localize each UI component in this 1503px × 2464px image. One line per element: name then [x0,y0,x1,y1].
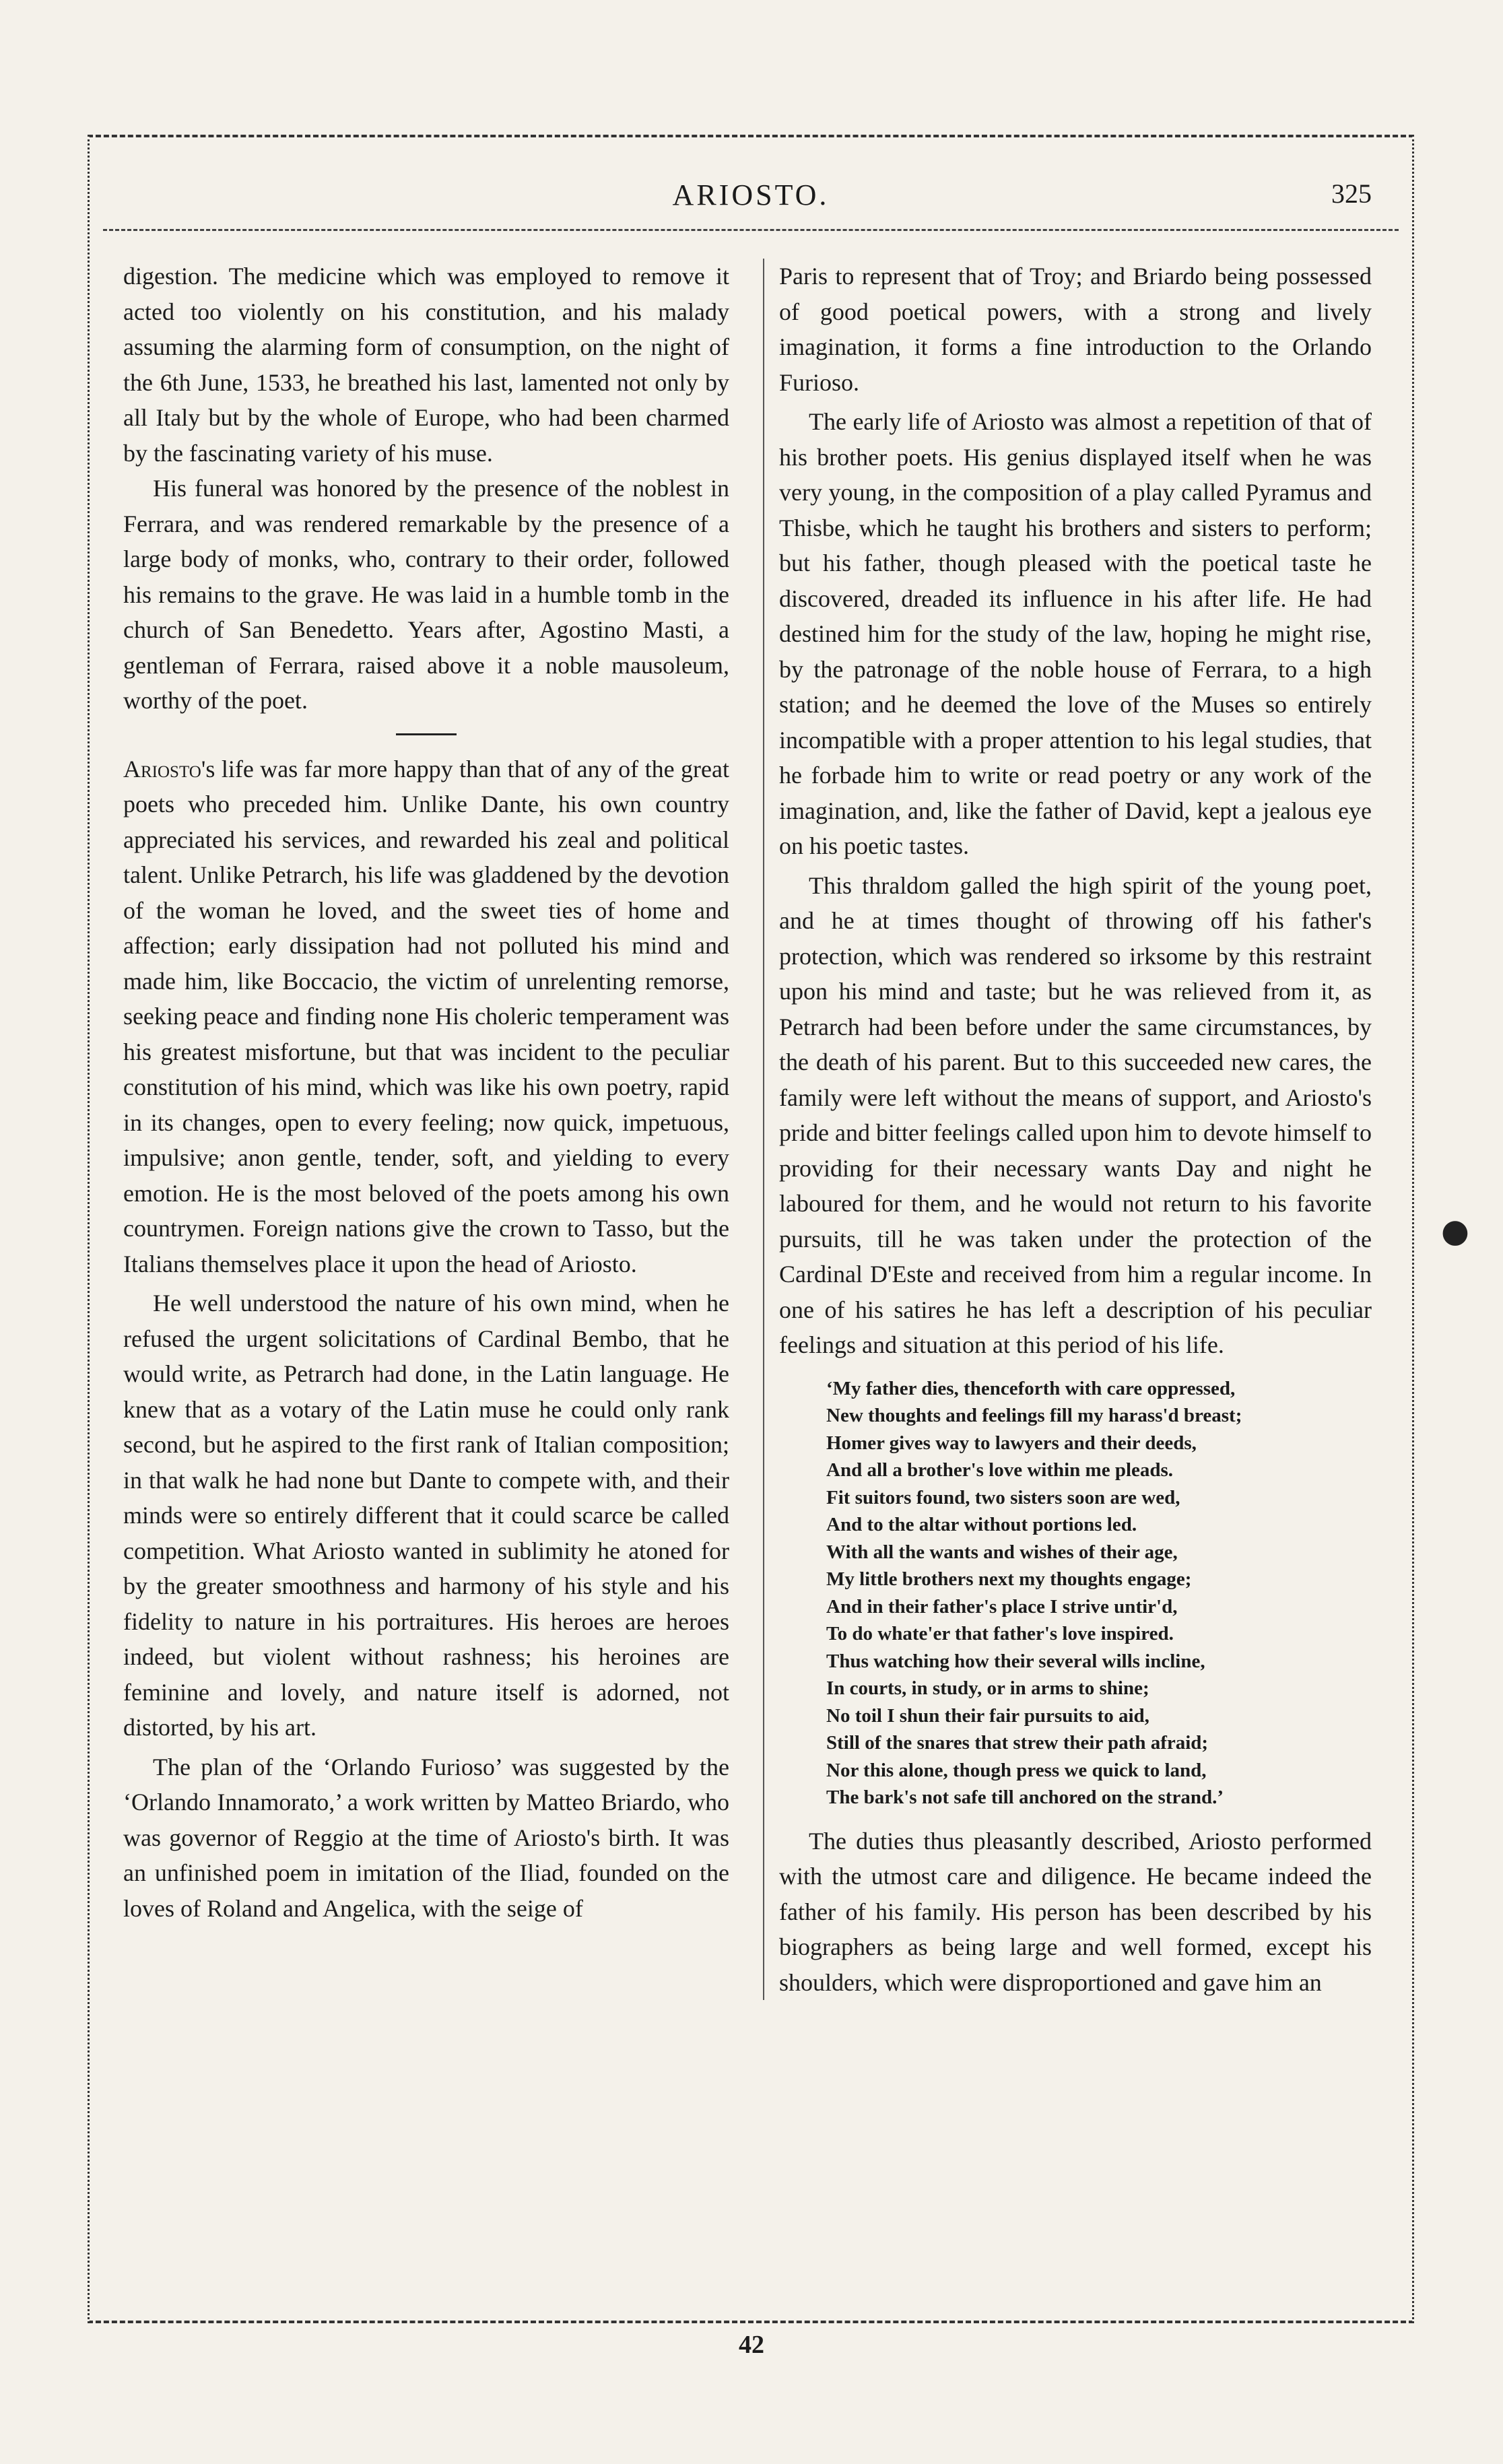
paragraph-text: 's life was far more happy than that of any of the great poets who preceded him. Unlike Dante, his own country appreciated his services, and rewarded his zeal and political talent. Unlike Petrarch, his life was gladdened by the devotion of the woman he loved, and the sweet ties of home and affection; early dissipation had not polluted his mind and made him, like Boccacio, the victim of unrelenting remorse, seeking peace and finding none His choleric temperament was his greatest misfortune, but that was incident to the peculiar constitution of his mind, which was like his own poetry, rapid in its changes, open to every feeling; now quick, impetuous, impulsive; anon gentle, tender, soft, and yielding to every emotion. He is the most beloved of the poets among his own countrymen. Foreign nations give the crown to Tasso, but the Italians themselves place it upon the head of Ariosto. [123,755,729,1277]
verse-line: Still of the snares that strew their path afraid; [826,1732,1209,1754]
verse-line: In courts, in study, or in arms to shine; [826,1677,1149,1699]
left-column [123,259,729,1926]
page-frame [88,135,1414,2323]
header-rule [103,229,1399,231]
verse-quotation [826,1375,1372,1811]
page-number: 325 [1331,178,1372,209]
ink-blot-mark: ● [1441,1212,1469,1250]
verse-line: With all the wants and wishes of their age, [826,1541,1178,1563]
signature-mark: 42 [739,2331,764,2359]
paragraph: digestion. The medicine which was employed to remove it acted too violently on his constitution, and his malady assuming the alarming form of consumption, on the night of the 6th June, 1533, he breathed his last, lamented not only by all Italy but by the whole of Europe, who had been charmed by the fascinating variety of his muse. [123,263,729,467]
paragraph: The duties thus pleasantly described, Ariosto performed with the utmost care and diligence. He became indeed the father of his family. His person has been described by his biographers as being large and well formed, except his shoulders, which were disproportioned and gave him an [779,1827,1372,1996]
verse-line: No toil I shun their fair pursuits to aid, [826,1704,1149,1727]
verse-line: And in their father's place I strive untir'd, [826,1595,1178,1618]
page-title: ARIOSTO. [672,178,830,211]
verse-line: New thoughts and feelings fill my harass'd breast; [826,1405,1242,1426]
lead-word: Ariosto [123,755,201,783]
paragraph: This thraldom galled the high spirit of the young poet, and he at times thought of throwing off his father's protection, which was rendered so irksome by this restraint upon his mind and taste; but he was relieved from it, as Petrarch had been before under the same circumstances, by the death of his parent. But to this succeeded new cares, the family were left without the means of support, and Ariosto's pride and bitter feelings called upon him to devote himself to providing for their necessary wants Day and night he laboured for them, and he would not return to his favorite pursuits, till he was taken under the protection of the Cardinal D'Este and received from him a regular income. In one of his satires he has left a description of his peculiar feelings and situation at this period of his life. [779,871,1372,1358]
verse-line: Homer gives way to lawyers and their deeds, [826,1432,1197,1454]
right-column [763,259,1372,2000]
paragraph: The early life of Ariosto was almost a repetition of that of his brother poets. His genius displayed itself when he was very young, in the composition of a play called Pyramus and Thisbe, which he taught his brothers and sisters to perform; but his father, though pleased with the poetical taste he discovered, dreaded its influence in his after life. He had destined him for the study of the law, hoping he might rise, by the patronage of the noble house of Ferrara, to a high station; and he deemed the love of the Muses so entirely incompatible with a proper attention to his legal studies, that he forbade him to write or read poetry or any work of the imagination, and, like the father of David, kept a jealous eye on his poetic tastes. [779,408,1372,859]
paragraph: The plan of the ‘Orlando Furioso’ was suggested by the ‘Orlando Innamorato,’ a work written by Matteo Briardo, who was governor of Reggio at the time of Ariosto's birth. It was an unfinished poem in imitation of the Iliad, founded on the loves of Roland and Angelica, with the seige of [123,1753,729,1922]
verse-line: My little brothers next my thoughts engage; [826,1568,1192,1590]
verse-line: Thus watching how their several wills incline, [826,1650,1205,1672]
verse-line: And to the altar without portions led. [826,1514,1137,1535]
paragraph: Paris to represent that of Troy; and Briardo being possessed of good poetical powers, with a strong and lively imagination, it forms a fine introduction to the Orlando Furioso. [779,263,1372,396]
paragraph: His funeral was honored by the presence of the noblest in Ferrara, and was rendered remarkable by the presence of a large body of monks, who, contrary to their order, followed his remains to the grave. He was laid in a humble tomb in the church of San Benedetto. Years after, Agostino Masti, a gentleman of Ferrara, raised above it a noble mausoleum, worthy of the poet. [123,475,729,714]
paragraph: He well understood the nature of his own mind, when he refused the urgent solicitations of Cardinal Bembo, that he would write, as Petrarch had done, in the Latin language. He knew that as a votary of the Latin muse he could only rank second, but he aspired to the first rank of Italian composition; in that walk he had none but Dante to compete with, and their minds were so entirely different that it could scarce be called competition. What Ariosto wanted in sublimity he atoned for by the greater smoothness and harmony of his style and his fidelity to nature in his portraitures. His heroes are heroes indeed, but violent without rashness; his heroines are feminine and lovely, and nature itself is adorned, not distorted, by his art. [123,1290,729,1741]
paragraph [123,752,729,1282]
verse-line: To do whate'er that father's love inspired. [826,1623,1174,1644]
verse-line: And all a brother's love within me pleads. [826,1459,1174,1481]
verse-line: Nor this alone, though press we quick to land, [826,1759,1207,1781]
running-head [90,178,1412,218]
section-divider [396,733,457,735]
verse-line: The bark's not safe till anchored on the strand.’ [826,1787,1224,1808]
verse-line: ‘My father dies, thenceforth with care oppressed, [826,1377,1236,1399]
verse-line: Fit suitors found, two sisters soon are wed, [826,1486,1180,1508]
